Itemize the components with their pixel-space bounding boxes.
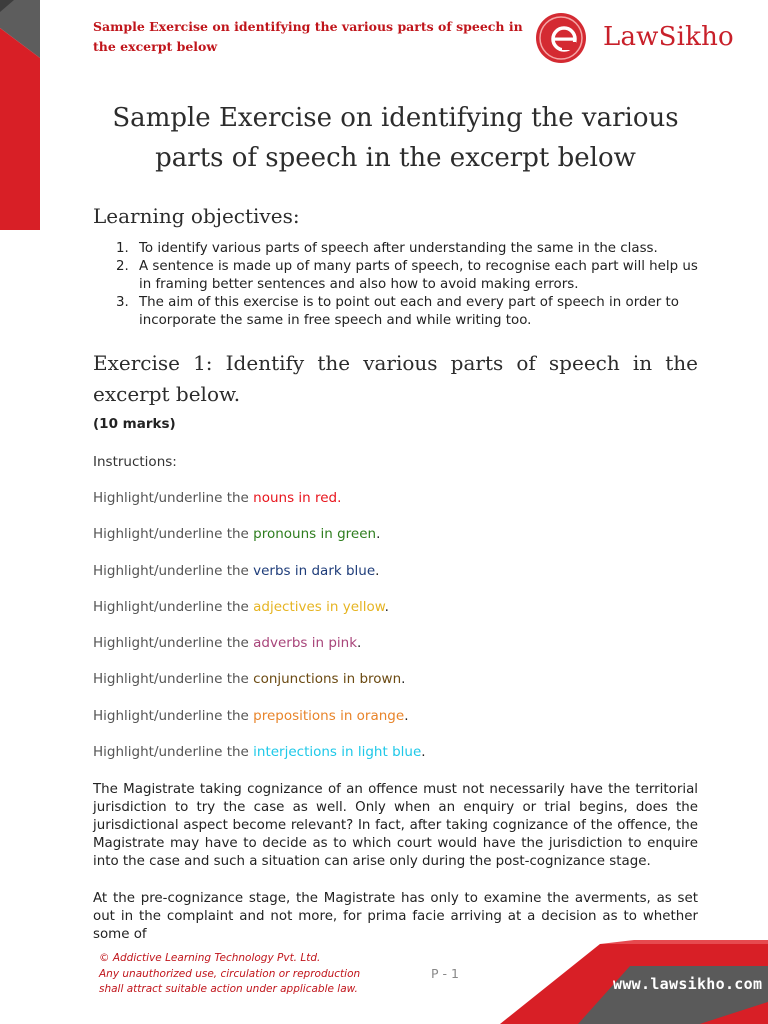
instruction-pronouns [93, 526, 380, 542]
instructions-label: Instructions: [93, 454, 177, 470]
instruction-suffix: . [384, 599, 389, 615]
instruction-suffix: . [337, 490, 342, 506]
list-item [93, 258, 698, 294]
instruction-prefix: Highlight/underline the [93, 490, 254, 506]
instruction-prepositions [93, 708, 408, 724]
instruction-prefix: Highlight/underline the [93, 526, 254, 542]
instruction-verbs [93, 563, 379, 579]
list-item-text: To identify various parts of speech after understanding the same in the class. [139, 241, 658, 256]
website-url[interactable]: www.lawsikho.com [613, 975, 763, 993]
list-item-number: 3. [116, 295, 129, 310]
instruction-prefix: Highlight/underline the [93, 563, 254, 579]
marks-label: (10 marks) [93, 416, 176, 432]
logo-wordmark: LawSikho [603, 22, 734, 52]
excerpt-paragraph-2: At the pre-cognizance stage, the Magistrate has only to examine the averments, as set out in the complaint and not more, for prima facie arriving at a decision as to whether some of [93, 891, 698, 942]
instruction-suffix: . [404, 708, 409, 724]
instruction-conjunctions [93, 671, 405, 687]
list-item [93, 240, 698, 258]
instruction-nouns [93, 490, 341, 506]
instruction-suffix: . [375, 563, 380, 579]
list-item-text: The aim of this exercise is to point out each and every part of speech in order to incorporate the same in free speech and while writing too. [139, 295, 679, 328]
highlight-pronouns: pronouns in green [253, 526, 377, 542]
instruction-interjections [93, 744, 426, 760]
instruction-suffix: . [421, 744, 426, 760]
instruction-adjectives [93, 599, 389, 615]
instruction-adverbs [93, 635, 361, 651]
copyright-line: shall attract suitable action under applicable law. [99, 983, 358, 995]
highlight-conjunctions: conjunctions in brown [253, 671, 402, 687]
objectives-heading: Learning objectives: [93, 204, 300, 228]
instruction-suffix: . [401, 671, 406, 687]
instruction-prefix: Highlight/underline the [93, 635, 254, 651]
highlight-verbs: verbs in dark blue [253, 563, 376, 579]
list-item-text: A sentence is made up of many parts of speech, to recognise each part will help us in framing better sentences and also how to avoid making errors. [139, 259, 698, 292]
highlight-adverbs: adverbs in pink [253, 635, 358, 651]
excerpt-paragraph-1: The Magistrate taking cognizance of an offence must not necessarily have the territorial jurisdiction to try the case as well. Only when an enquiry or trial begins, does the jurisdictional aspect become relevant? In fact, after taking cognizance of the offence, the Magistrate may have to decide as to which court would have the jurisdiction to enquire into the case and such a situation can arise only during the post-cognizance stage. [93, 782, 698, 869]
highlight-nouns: nouns in red [253, 490, 338, 506]
list-item-number: 1. [116, 241, 129, 256]
left-decorative-stripes [0, 0, 40, 230]
instruction-prefix: Highlight/underline the [93, 708, 254, 724]
highlight-prepositions: prepositions in orange [253, 708, 405, 724]
page-title: Sample Exercise on identifying the various parts of speech in the excerpt below [112, 103, 679, 173]
lawsikho-logo-icon [535, 12, 587, 64]
copyright-notice [99, 951, 399, 998]
list-item-number: 2. [116, 259, 129, 274]
copyright-line: © Addictive Learning Technology Pvt. Ltd. [99, 952, 321, 964]
lawsikho-logo [535, 12, 755, 68]
page-number: P - 1 [431, 966, 459, 981]
instruction-prefix: Highlight/underline the [93, 599, 254, 615]
highlight-adjectives: adjectives in yellow [253, 599, 385, 615]
instruction-prefix: Highlight/underline the [93, 671, 254, 687]
copyright-line: Any unauthorized use, circulation or reproduction [99, 967, 361, 980]
exercise-heading: Exercise 1: Identify the various parts of speech in the excerpt below. [93, 351, 698, 406]
list-item [93, 294, 698, 330]
running-header-title: Sample Exercise on identifying the various parts of speech in the excerpt below [93, 19, 523, 54]
instruction-prefix: Highlight/underline the [93, 744, 254, 760]
instruction-suffix: . [357, 635, 362, 651]
highlight-interjections: interjections in light blue [253, 744, 422, 760]
objectives-list [93, 240, 698, 330]
instruction-suffix: . [376, 526, 381, 542]
